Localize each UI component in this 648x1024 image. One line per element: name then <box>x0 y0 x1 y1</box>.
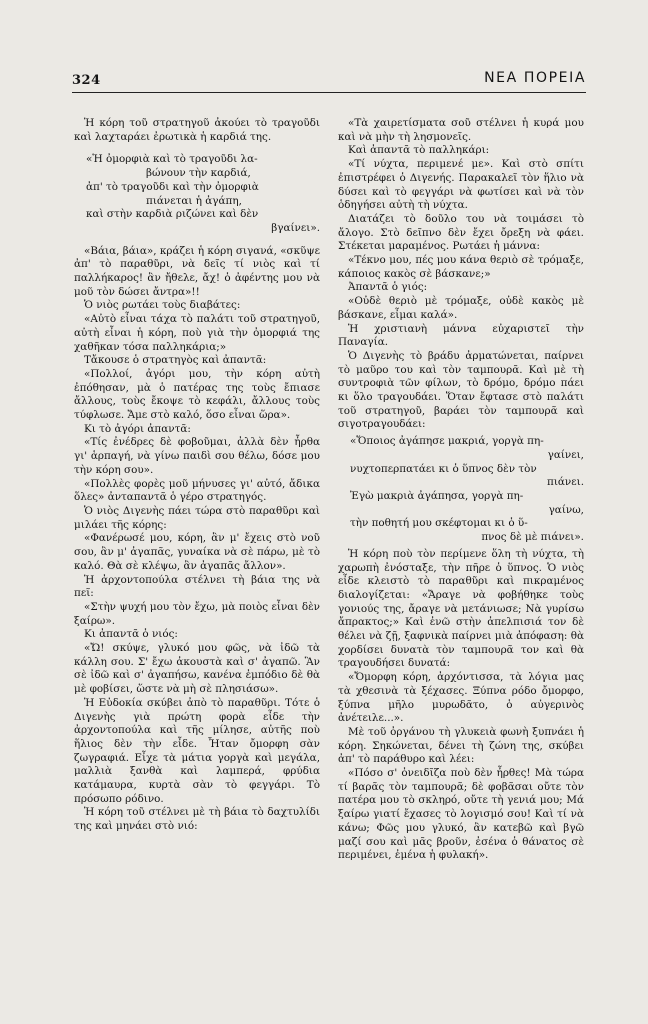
verse-line: πιάνεται ἡ ἀγάπη, <box>146 194 242 207</box>
verse-line: «Ἡ ὀμορφιὰ καὶ τὸ τραγοῦδι λα- <box>86 153 258 166</box>
verse-line: πνος δὲ μὲ πιάνει». <box>481 531 584 544</box>
paragraph: «Οὐδὲ θεριὸ μὲ τρόμαξε, οὐδὲ κακὸς μὲ βάσκανε, εἶμαι καλά». <box>338 295 584 321</box>
paragraph: «Πόσο σ' ὀνειδῖζα ποὺ δὲν ἦρθες! Μὰ τώρα τί βαρᾶς τὸν ταμπουρᾶ; δὲ φοβᾶσαι οὔτε τὸν πατέρα μου τὸ σκληρό, οὔτε τὴ γενιά μου; Μά ξαίρω γιατί ἔχασες τὸ λογισμό σου! Καὶ τί νὰ κάνω; Φῶς μου γλυκό, ἂν κατεβῶ καὶ βγῶ μαζί σου καὶ μᾶς βροῦν, ἐσένα ὁ θάνατος σὲ περιμένει, ἐμένα ἡ φυλακή». <box>338 767 584 862</box>
verse-line: γαίνω, <box>548 503 584 516</box>
verse-line: «Ὅποιος ἀγάπησε μακριά, γοργὰ πη- <box>350 435 544 448</box>
paragraph: Ἡ κόρη ποὺ τὸν περίμενε ὅλη τὴ νύχτα, τὴ χαρωπὴ ἐνόσταξε, τὴν πῆρε ὁ ὕπνος. Ὁ νιὸς εἶδε κλειστὸ τὸ παραθῦρι καὶ πικραμένος διαλογίζεται: «Ἄραγε νὰ φοβήθηκε τοὺς γονιούς της, ἄραγε νὰ μετάνιωσε; Νὰ γυρίσω ἄπρακτος;» Καὶ ἐνῶ στὴν ἀπελπισιά τον δὲ θέλει νὰ ζῇ, ξαφνικὰ παίρνει μιὰ ἀπόφαση: θὰ χορδίσει δυνατὰ τὸν ταμπουρᾶ τον καὶ θὰ τραγουδήσει δυνατά: <box>338 547 584 670</box>
paragraph: Διατάζει τὸ δοῦλο του νὰ τοιμάσει τὸ ἄλογο. Στὸ δεῖπνο δὲν ἔχει ὄρεξη νὰ φάει. Στέκεται μαραμένος. Ρωτάει ἡ μάννα: <box>338 212 584 253</box>
page-number: 324 <box>72 73 101 88</box>
paragraph: «Στὴν ψυχή μου τὸν ἔχω, μὰ ποιὸς εἶναι δὲν ξαίρω». <box>74 600 320 627</box>
paragraph: «Πολλὲς φορὲς μοῦ μήνυσες γι' αὐτό, ἄδικα ὅλες» ἀνταπαντᾶ ὁ γέρο στρατηγός. <box>74 477 320 504</box>
verse-line: βώνουν τὴν καρδιά, <box>146 167 251 180</box>
paragraph: «Φανέρωσέ μου, κόρη, ἂν μ' ἔχεις στὸ νοῦ σου, ἂν μ' ἀγαπᾶς, γυναίκα νὰ σὲ πάρω, μὲ τὸ καλό. Θὰ σὲ κλέψω, ἂν ἀγαπᾶς ἄλλον». <box>74 532 320 572</box>
paragraph: Κι τὸ ἀγόρι ἀπαντᾶ: <box>84 422 191 435</box>
paragraph: Ἡ χριστιανὴ μάννα εὐχαριστεῖ τὴν Παναγία. <box>338 322 584 349</box>
paragraph: Ἡ κόρη τοῦ στέλνει μὲ τὴ βάια τὸ δαχτυλίδι της καὶ μηνάει στὸ νιό: <box>74 806 320 833</box>
verse-line: Ἐγὼ μακριὰ ἀγάπησα, γοργὰ πη- <box>350 489 524 502</box>
verse-line: βγαίνει». <box>271 221 320 234</box>
verse-block <box>74 153 320 235</box>
paragraph: Ἡ κόρη τοῦ στρατηγοῦ ἀκούει τὸ τραγοῦδι καὶ λαχταράει ἐρωτικὰ ἡ καρδιά της. <box>74 117 320 143</box>
paragraph: Ὁ νιὸς Διγενὴς πάει τώρα στὸ παραθῦρι καὶ μιλάει τῆς κόρης: <box>74 504 320 531</box>
verse-line: τὴν ποθητή μου σκέφτομαι κι ὁ ὕ- <box>350 517 528 530</box>
paragraph: Ἀπαντᾶ ὁ γιός: <box>348 281 428 294</box>
paragraph: Τἄκουσε ὁ στρατηγὸς καὶ ἀπαντᾶ: <box>84 354 267 367</box>
paragraph: Ἡ Εὐδοκία σκύβει ἀπὸ τὸ παραθῦρι. Τότε ὁ Διγενὴς γιὰ πρώτη φορὰ εἶδε τὴν ἀρχοντοπούλα καὶ τῆς μίλησε, αὐτῆς ποὺ ἥλιος δὲν τὴν εἶδε. Ἦταν ὄμορφη σὰν ζωγραφιά. Εἶχε τὰ μάτια γοργὰ καὶ μεγάλα, μαλλιὰ ξανθὰ καὶ λαμπερά, φρύδια κατάμαυρα, κυρτὰ σὰν τὸ φεγγάρι. Τὸ πρόσωπο ρόδινο. <box>74 696 320 805</box>
paragraph: «Πολλοί, ἀγόρι μου, τὴν κόρη αὐτὴ ἐπόθησαν, μὰ ὁ πατέρας της τοὺς ἔπιασε ἄλλους, τοὺς ἔκοψε τὸ κεφάλι, ἄλλους τοὺς τύφλωσε. Ἄμε στὸ καλό, ὅσο εἶναι ὥρα». <box>74 367 320 422</box>
verse-block <box>338 435 584 545</box>
verse-line: καὶ στὴν καρδιὰ ριζώνει καὶ δὲν <box>86 208 259 221</box>
verse-line: πιάνει. <box>547 476 584 489</box>
paragraph: «Τὰ χαιρετίσματα σοῦ στέλνει ἡ κυρά μου καὶ νὰ μὴν τὴ λησμονεῖς. <box>338 117 584 143</box>
paragraph: «Βάια, βάια», κράζει ἡ κόρη σιγανά, «σκῦψε ἀπ' τὸ παραθῦρι, νὰ δεῖς τί νιὸς καὶ τί παλλήκαρος! ἂν ἤθελε, ἄχ! ὁ ἀφέντης μου νὰ μοῦ τὸν δώσει ἄντρα»!! <box>74 244 320 298</box>
paragraph: «Τί νύχτα, περιμενέ με». Καὶ στὸ σπίτι ἐπιστρέφει ὁ Διγενής. Παρακαλεῖ τὸν ἥλιο νὰ δύσει καὶ τὸ φεγγάρι νὰ φωτίσει καὶ νὰ τὸν ὁδηγήσει αὐτὴ τὴ νύχτα. <box>338 158 584 212</box>
paragraph: «Αὐτὸ εἶναι τάχα τὸ παλάτι τοῦ στρατηγοῦ, αὐτὴ εἶναι ἡ κόρη, ποὺ γιὰ τὴν ὀμορφιά της χαθῆκαν τόσα παλληκάρια;» <box>74 313 320 353</box>
left-column <box>74 117 320 834</box>
header-rule <box>72 92 586 93</box>
paragraph: Ὁ Διγενὴς τὸ βράδυ ἀρματώνεται, παίρνει τὸ μαῦρο του καὶ τὸν ταμπουρᾶ. Καὶ μὲ τὴ συντροφιὰ τῶν φίλων, τὸ δρόμο, δρόμο πάει κι ὅλο τραγουδάει. Ὅταν ἔφτασε στὸ παλάτι τοῦ στρατηγοῦ, βαράει τὸν ταμπουρᾶ καὶ σιγοτραγουδάει: <box>338 349 584 431</box>
journal-title: ΝΕΑ ΠΟΡΕΙΑ <box>484 70 586 86</box>
right-column <box>338 117 584 863</box>
paragraph: Μὲ τοῦ ὀργάνου τὴ γλυκειὰ φωνὴ ξυπνάει ἡ κόρη. Σηκώνεται, δένει τὴ ζώνη της, σκύβει ἀπ' τὸ παράθυρο καὶ λέει: <box>338 725 584 766</box>
verse-line: νυχτοπερπατάει κι ὁ ὕπνος δὲν τὸν <box>350 462 537 475</box>
paragraph: Κι ἀπαντᾶ ὁ νιός: <box>84 628 178 641</box>
paragraph: Ἡ ἀρχοντοπούλα στέλνει τὴ βάια της νὰ πεῖ: <box>74 573 320 600</box>
verse-line: ἀπ' τὸ τραγοῦδι καὶ τὴν ὀμορφιὰ <box>86 180 259 193</box>
paragraph: «Ὄμορφη κόρη, ἀρχόντισσα, τὰ λόγια μας τὰ χθεσινὰ τὰ ξέχασες. Ξύπνα ρόδο ὄμορφο, ξύπνα μῆλο μυρωδᾶτο, ὁ αὐγερινὸς ἀνέτειλε...». <box>338 671 584 725</box>
paragraph: Καὶ ἀπαντᾶ τὸ παλληκάρι: <box>348 144 490 157</box>
paragraph: «Τέκνο μου, πές μου κάνα θεριὸ σὲ τρόμαξε, κάποιος κακὸς σὲ βάσκανε;» <box>338 254 584 280</box>
paragraph: «Τίς ἐνέδρες δὲ φοβοῦμαι, ἀλλὰ δὲν ἦρθα γι' ἁρπαγή, νὰ γίνω παιδὶ σου θέλω, δόσε μου τὴν κόρη σου». <box>74 436 320 476</box>
paragraph: «Ὤ! σκύψε, γλυκό μου φῶς, νὰ ἰδῶ τὰ κάλλη σου. Σ' ἔχω ἀκουστὰ καὶ σ' ἀγαπῶ. Ἂν σὲ ἰδῶ καὶ σ' ἀγαπήσω, κανένα ἐμπόδιο δὲ θὰ μὲ φοβίσει, ὥστε νὰ μὴ σὲ πλησιάσω». <box>74 642 320 696</box>
paragraph: Ὁ νιὸς ρωτάει τοὺς διαβάτες: <box>84 299 241 312</box>
verse-line: γαίνει, <box>547 448 584 461</box>
